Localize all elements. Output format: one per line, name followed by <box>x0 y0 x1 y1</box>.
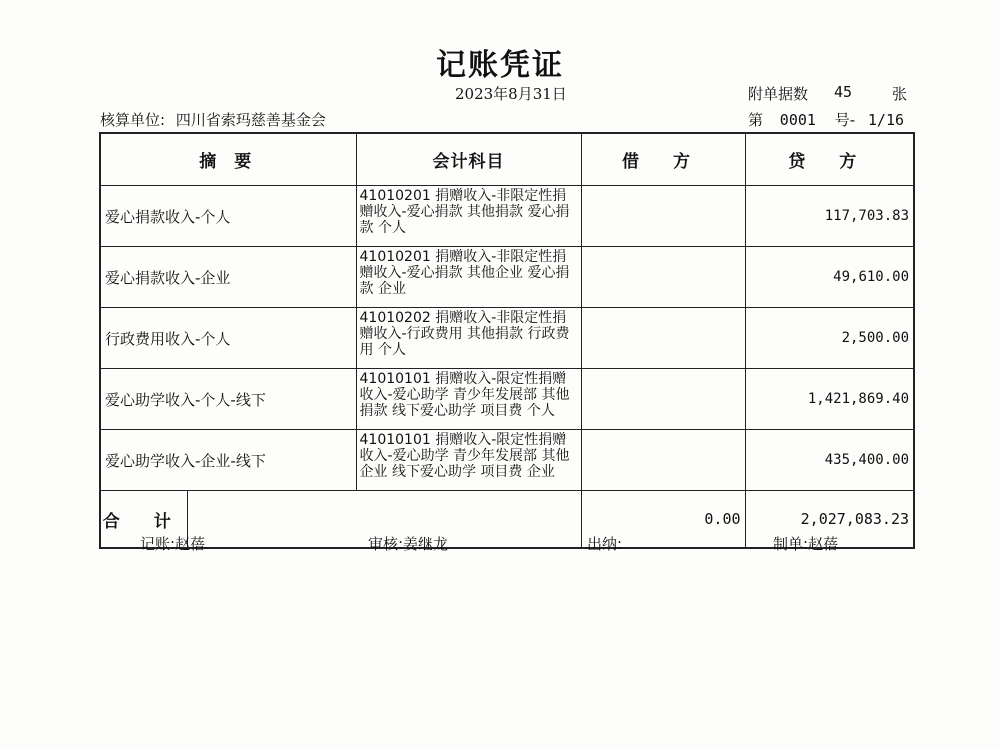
header-debit: 借 方 <box>581 133 745 186</box>
table-row <box>100 247 914 308</box>
accounting-entity <box>100 109 326 130</box>
row-credit: 49,610.00 <box>745 247 914 308</box>
row-account: 41010201 捐赠收入-非限定性捐赠收入-爱心捐款 其他捐款 爱心捐款 个人 <box>356 186 581 247</box>
reviewer-signature: 审核:姜继龙 <box>368 535 449 553</box>
table-row <box>100 430 914 491</box>
attachment-label: 附单据数 <box>748 85 809 103</box>
row-debit <box>581 308 745 369</box>
voucher-title: 记账凭证 <box>436 48 564 83</box>
row-summary: 爱心捐款收入-企业 <box>100 247 356 308</box>
row-account: 41010202 捐赠收入-非限定性捐赠收入-行政费用 其他捐款 行政费用 个人 <box>356 308 581 369</box>
row-summary: 爱心捐款收入-个人 <box>100 186 356 247</box>
row-credit: 2,500.00 <box>745 308 914 369</box>
entity-name: 四川省索玛慈善基金会 <box>175 111 326 129</box>
table-row <box>100 186 914 247</box>
voucher-page: 1/16 <box>867 111 905 129</box>
voucher-date: 2023年8月31日 <box>455 85 567 103</box>
row-account: 41010101 捐赠收入-限定性捐赠收入-爱心助学 青少年发展部 其他企业 线下爱心助学 项目费 企业 <box>356 430 581 491</box>
voucher-number-prefix: 第 <box>748 111 764 129</box>
total-credit: 2,027,083.23 <box>745 491 914 549</box>
attachment-number: 45 <box>834 83 853 101</box>
bookkeeper-signature: 记账:赵蓓 <box>140 535 206 553</box>
voucher-number <box>748 109 904 130</box>
total-debit: 0.00 <box>581 491 745 549</box>
row-credit: 1,421,869.40 <box>745 369 914 430</box>
header-credit: 贷 方 <box>745 133 914 186</box>
preparer-signature: 制单:赵蓓 <box>773 535 839 553</box>
total-label: 合 计 <box>100 491 187 549</box>
row-debit <box>581 186 745 247</box>
row-credit: 117,703.83 <box>745 186 914 247</box>
row-summary: 爱心助学收入-个人-线下 <box>100 369 356 430</box>
row-debit <box>581 430 745 491</box>
row-debit <box>581 247 745 308</box>
header-account: 会计科目 <box>356 133 581 186</box>
attachment-count <box>748 83 908 104</box>
header-summary: 摘 要 <box>100 133 356 186</box>
row-summary: 爱心助学收入-企业-线下 <box>100 430 356 491</box>
row-account: 41010201 捐赠收入-非限定性捐赠收入-爱心捐款 其他企业 爱心捐款 企业 <box>356 247 581 308</box>
voucher-number-value: 0001 <box>779 111 816 129</box>
voucher-number-suffix: 号- <box>834 111 856 129</box>
table-row <box>100 369 914 430</box>
header-row <box>100 133 914 186</box>
row-account: 41010101 捐赠收入-限定性捐赠收入-爱心助学 青少年发展部 其他捐款 线下爱心助学 项目费 个人 <box>356 369 581 430</box>
table-row <box>100 308 914 369</box>
row-credit: 435,400.00 <box>745 430 914 491</box>
row-summary: 行政费用收入-个人 <box>100 308 356 369</box>
row-debit <box>581 369 745 430</box>
cashier-signature: 出纳: <box>587 535 623 553</box>
attachment-unit: 张 <box>892 85 908 103</box>
entity-label: 核算单位: <box>100 111 166 129</box>
voucher-table <box>99 132 915 549</box>
